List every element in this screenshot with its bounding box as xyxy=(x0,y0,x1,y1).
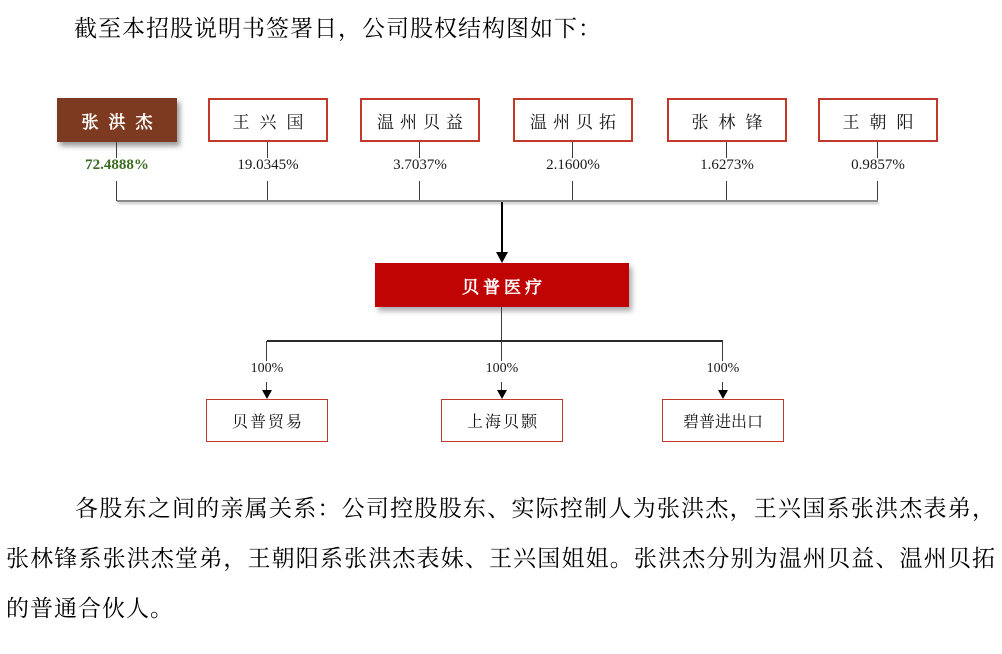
ownership-percent: 72.4888% xyxy=(85,157,149,173)
connector-line xyxy=(116,181,117,201)
arrow-down-icon xyxy=(497,390,507,399)
ownership-percent: 1.6273% xyxy=(700,157,754,173)
connector-line xyxy=(267,142,268,158)
connector-line xyxy=(501,307,502,340)
connector-line xyxy=(267,181,268,201)
connector-rail xyxy=(267,340,723,342)
shareholder-box xyxy=(360,98,480,142)
connector-line xyxy=(501,202,503,252)
connector-line xyxy=(572,181,573,201)
connector-line xyxy=(726,142,727,158)
connector-line xyxy=(572,142,573,158)
subsidiary-name: 贝普贸易 xyxy=(231,414,304,431)
subsidiary-box xyxy=(662,399,784,442)
ownership-percent: 19.0345% xyxy=(237,157,299,173)
ownership-percent: 100% xyxy=(250,361,284,376)
connector-line xyxy=(501,341,502,361)
shareholder-name: 张洪杰 xyxy=(81,112,163,132)
connector-line xyxy=(419,181,420,201)
shareholder-name: 张林锋 xyxy=(691,112,773,132)
company-name: 贝普医疗 xyxy=(462,277,546,297)
ownership-percent: 100% xyxy=(485,361,519,376)
subsidiary-box xyxy=(206,399,328,442)
subsidiary-box xyxy=(441,399,563,442)
subsidiary-name: 碧普进出口 xyxy=(682,414,763,431)
shareholder-name: 王兴国 xyxy=(232,112,314,132)
connector-line xyxy=(419,142,420,158)
shareholder-box-controller xyxy=(57,98,177,142)
connector-line xyxy=(726,181,727,201)
connector-line xyxy=(266,341,267,361)
ownership-percent: 0.9857% xyxy=(851,157,905,173)
arrow-down-icon xyxy=(718,390,728,399)
shareholder-box xyxy=(818,98,938,142)
arrow-down-icon xyxy=(496,252,508,263)
connector-rail xyxy=(117,200,878,202)
ownership-percent: 2.1600% xyxy=(546,157,600,173)
relationship-note: 各股东之间的亲属关系：公司控股股东、实际控制人为张洪杰，王兴国系张洪杰表弟，张林锋系张洪杰堂弟，王朝阳系张洪杰表妹、王兴国姐姐。张洪杰分别为温州贝益、温州贝拓的普通合伙人。 xyxy=(6,496,996,621)
ownership-percent: 100% xyxy=(706,361,740,376)
company-box xyxy=(375,263,629,307)
shareholder-name: 温州贝拓 xyxy=(530,112,622,132)
connector-line xyxy=(116,142,117,158)
connector-line xyxy=(722,341,723,361)
subsidiary-name: 上海贝颢 xyxy=(466,414,539,431)
arrow-down-icon xyxy=(262,390,272,399)
intro-text: 截至本招股说明书签署日，公司股权结构图如下： xyxy=(74,16,602,41)
shareholder-box xyxy=(667,98,787,142)
shareholder-name: 王朝阳 xyxy=(842,112,924,132)
connector-line xyxy=(877,142,878,158)
shareholder-name: 温州贝益 xyxy=(377,112,469,132)
ownership-percent: 3.7037% xyxy=(393,157,447,173)
shareholder-box xyxy=(208,98,328,142)
connector-line xyxy=(877,181,878,201)
shareholder-box xyxy=(513,98,633,142)
